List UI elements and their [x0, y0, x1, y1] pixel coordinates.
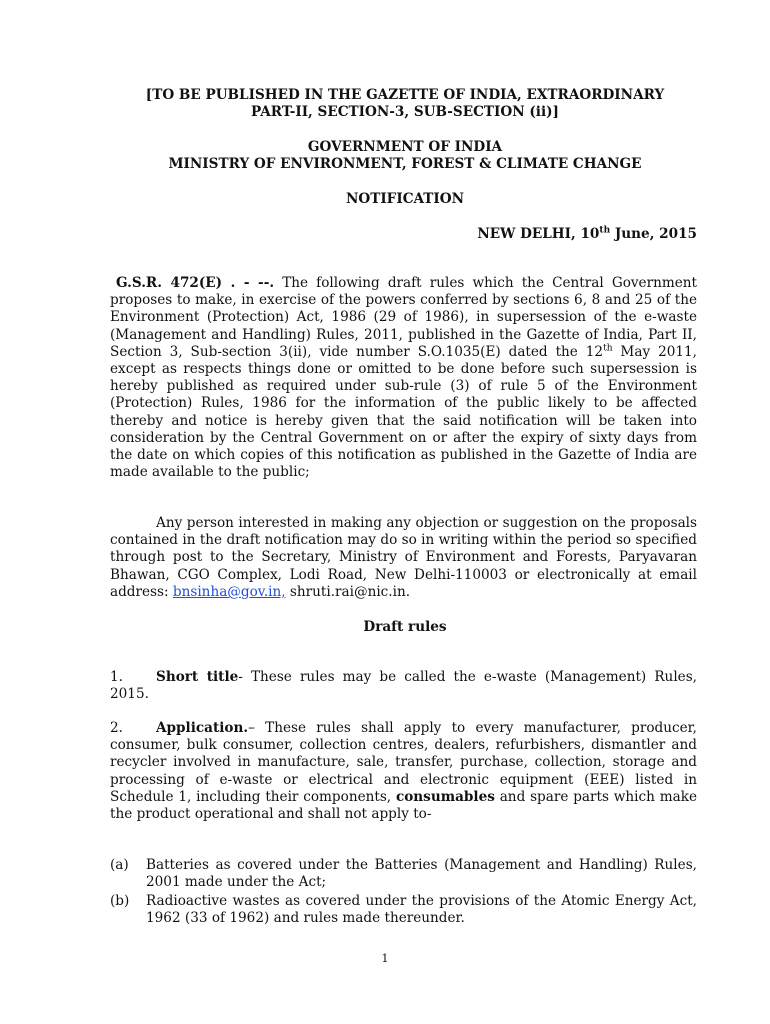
list-item-label: (b): [110, 893, 130, 909]
rule-application: [110, 720, 697, 823]
list-item-text: Batteries as covered under the Batteries (Management and Handling) Rules, 2001 made under the Act;: [146, 857, 697, 891]
rule1-number: 1.: [110, 669, 123, 685]
rule2-text-a: – These rules shall apply to every manufacturer, producer, consumer, bulk consumer, collection centres, dealers, refurbishers, dismantler and recycler involved in manufacture, sale, transfer, purchase, collection, storage and processing of e-waste or electrical and electronic equipment (EEE) listed in Schedule 1, including their components,: [110, 720, 697, 805]
rule2-text-b: and spare parts which make the product operational and shall not apply to-: [110, 788, 697, 823]
preamble-text-b: May 2011, except as respects things done or omitted to be done before such supersession is hereby published as required under sub-rule (3) of rule 5 of the Environment (Protection) Rules, 1986 for the information of the public likely to be affected thereby and notice is hereby given that the said notification will be taken into consideration by the Central Government on or after the expiry of sixty days from the date on which copies of this notification as published in the Gazette of India are made available to the public;: [110, 343, 697, 481]
rule-short-title: [110, 669, 697, 703]
government-title: GOVERNMENT OF INDIA: [307, 139, 503, 155]
ministry-title: MINISTRY OF ENVIRONMENT, FOREST & CLIMATE CHANGE: [168, 156, 642, 172]
draft-rules-heading: Draft rules: [363, 619, 447, 635]
rule2-number: 2.: [110, 720, 123, 736]
objection-text: Any person interested in making any objection or suggestion on the proposals contained in the draft notification may do so in writing within the period so specified through post to the Secretary, Ministry of Environment and Forests, Paryavaran Bhawan, CGO Complex, Lodi Road, New Delhi-110003 or electronically at email address:: [110, 515, 697, 600]
objection-paragraph: [110, 515, 697, 601]
list-item-text: Radioactive wastes as covered under the provisions of the Atomic Energy Act, 1962 (33 of 1962) and rules made thereunder.: [146, 893, 697, 927]
preamble-text-a: The following draft rules which the Central Government proposes to make, in exercise of the powers conferred by sections 6, 8 and 25 of the Environment (Protection) Act, 1986 (29 of 1986), in supersession of the e-waste (Management and Handling) Rules, 2011, published in the Gazette of India, Part II, Section 3, Sub-section 3(ii), vide number S.O.1035(E) dated the 12: [110, 275, 698, 360]
preamble-sup: th: [603, 343, 613, 354]
notification-heading: NOTIFICATION: [345, 191, 465, 207]
date-suffix: th: [599, 225, 611, 236]
rule1-text: - These rules may be called the e-waste (Management) Rules, 2015.: [110, 669, 698, 703]
rule1-title: Short title: [156, 669, 239, 685]
gazette-header-line1: [TO BE PUBLISHED IN THE GAZETTE OF INDIA, EXTRAORDINARY: [145, 87, 665, 103]
page-number: 1: [381, 952, 389, 965]
list-item: [110, 893, 697, 927]
date-day: NEW DELHI, 10: [477, 226, 600, 242]
gsr-number: G.S.R. 472(E) . - --.: [116, 275, 275, 291]
objection-end: .: [405, 583, 411, 600]
list-item-label: (a): [110, 857, 129, 873]
gazette-header-line2: PART-II, SECTION-3, SUB-SECTION (ii)]: [251, 104, 559, 120]
preamble-paragraph: [110, 275, 697, 481]
notification-date: [477, 226, 697, 243]
email-link-bnsinha[interactable]: bnsinha@gov.in,: [172, 583, 286, 600]
date-month-year: June, 2015: [610, 226, 697, 242]
rule2-title: Application.: [156, 720, 249, 736]
list-item: [110, 857, 697, 891]
email-shruti: shruti.rai@nic.in: [285, 583, 406, 600]
rule2-consumables: consumables: [395, 788, 495, 805]
